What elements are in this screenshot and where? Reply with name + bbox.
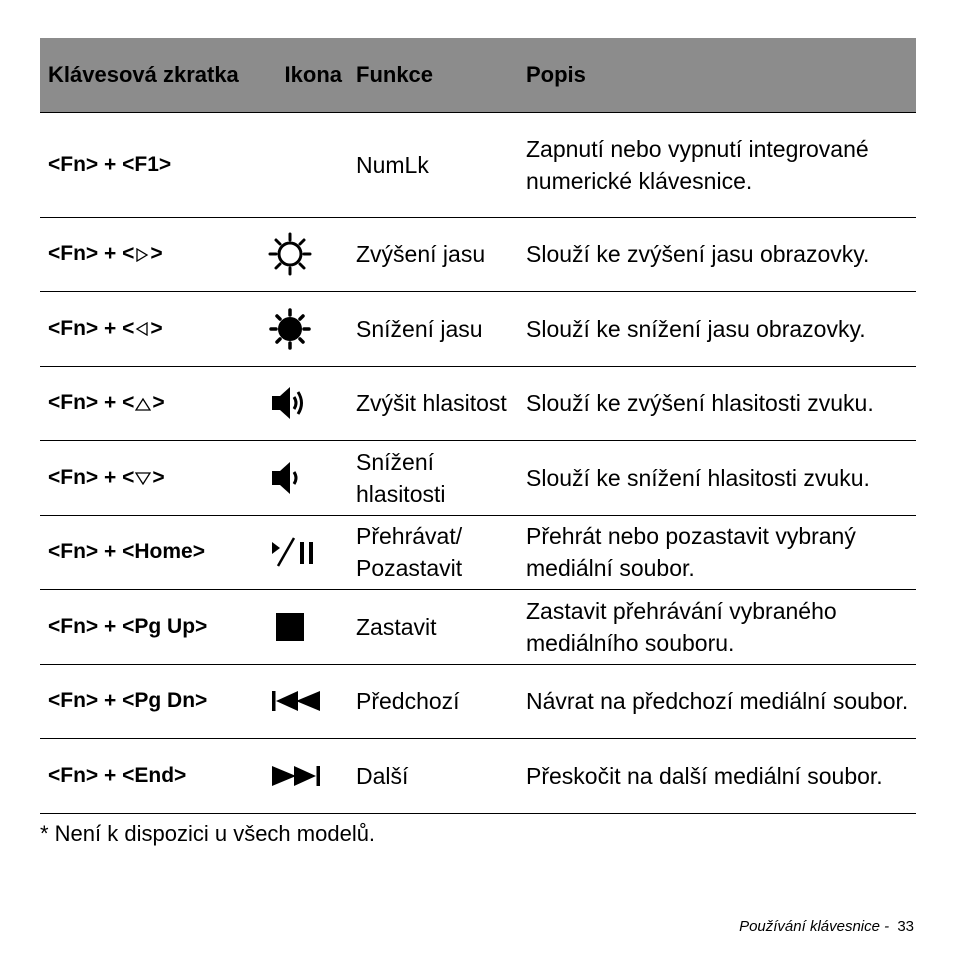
function-cell: Snížení jasu xyxy=(348,292,518,367)
brightness-up-icon xyxy=(268,232,312,276)
icon-cell xyxy=(256,590,348,665)
description-cell: Zapnutí nebo vypnutí integrované numerické klávesnice. xyxy=(518,112,916,217)
header-shortcut: Klávesová zkratka xyxy=(40,38,256,112)
description-cell: Přehrát nebo pozastavit vybraný mediální soubor. xyxy=(518,515,916,590)
shortcut-cell xyxy=(40,590,256,665)
shortcut-cell xyxy=(40,664,256,739)
table-row xyxy=(40,366,916,441)
down-triangle-icon xyxy=(135,471,151,485)
shortcut-text: <Fn> + < xyxy=(48,391,135,415)
page-number: 33 xyxy=(897,918,914,935)
description-cell: Slouží ke snížení jasu obrazovky. xyxy=(518,292,916,367)
shortcut-text: <Fn> + <Pg Dn> xyxy=(48,689,208,713)
icon-cell xyxy=(256,366,348,441)
next-track-icon xyxy=(268,762,324,790)
icon-cell xyxy=(256,292,348,367)
shortcut-cell xyxy=(40,441,256,516)
icon-cell xyxy=(256,112,348,217)
function-cell: Zvýšení jasu xyxy=(348,217,518,292)
brightness-down-icon xyxy=(268,307,312,351)
table-row xyxy=(40,739,916,814)
shortcut-cell xyxy=(40,292,256,367)
up-triangle-icon xyxy=(135,397,151,411)
left-triangle-icon xyxy=(135,322,149,336)
icon-cell xyxy=(256,515,348,590)
shortcut-table xyxy=(40,38,916,814)
header-icon: Ikona xyxy=(256,38,348,112)
table-row xyxy=(40,515,916,590)
shortcut-text: <Fn> + <Pg Up> xyxy=(48,614,208,638)
right-triangle-icon xyxy=(135,248,149,262)
shortcut-text-end: > xyxy=(152,465,165,489)
table-row xyxy=(40,590,916,665)
shortcut-cell xyxy=(40,515,256,590)
shortcut-text-end: > xyxy=(152,391,165,415)
description-cell: Zastavit přehrávání vybraného mediálního souboru. xyxy=(518,590,916,665)
shortcut-cell xyxy=(40,217,256,292)
description-cell: Návrat na předchozí mediální soubor. xyxy=(518,664,916,739)
shortcut-text-end: > xyxy=(150,316,163,340)
function-cell: Zvýšit hlasitost xyxy=(348,366,518,441)
description-cell: Slouží ke zvýšení jasu obrazovky. xyxy=(518,217,916,292)
play-pause-icon xyxy=(268,534,320,570)
table-row xyxy=(40,664,916,739)
table-row xyxy=(40,441,916,516)
shortcut-text: <Fn> + <End> xyxy=(48,763,187,787)
header-function: Funkce xyxy=(348,38,518,112)
description-cell: Slouží ke snížení hlasitosti zvuku. xyxy=(518,441,916,516)
icon-cell xyxy=(256,739,348,814)
function-cell: Zastavit xyxy=(348,590,518,665)
shortcut-cell xyxy=(40,366,256,441)
description-cell: Slouží ke zvýšení hlasitosti zvuku. xyxy=(518,366,916,441)
icon-cell xyxy=(256,441,348,516)
header-description: Popis xyxy=(518,38,916,112)
shortcut-text: <Fn> + < xyxy=(48,242,135,266)
page-footer xyxy=(739,918,914,935)
table-row xyxy=(40,292,916,367)
function-cell: Snížení hlasitosti xyxy=(348,441,518,516)
shortcut-cell xyxy=(40,739,256,814)
page-footer-section: Používání klávesnice - xyxy=(739,918,890,935)
stop-icon xyxy=(268,611,312,643)
previous-track-icon xyxy=(268,687,324,715)
function-cell: NumLk xyxy=(348,112,518,217)
table-row xyxy=(40,112,916,217)
function-cell: Přehrávat/ Pozastavit xyxy=(348,515,518,590)
function-cell: Předchozí xyxy=(348,664,518,739)
shortcut-text: <Fn> + <Home> xyxy=(48,540,205,564)
table-row xyxy=(40,217,916,292)
shortcut-cell xyxy=(40,112,256,217)
shortcut-text-end: > xyxy=(150,242,163,266)
shortcut-text: <Fn> + < xyxy=(48,465,135,489)
description-cell: Přeskočit na další mediální soubor. xyxy=(518,739,916,814)
icon-cell xyxy=(256,664,348,739)
footnote: * Není k dispozici u všech modelů. xyxy=(40,821,376,846)
volume-up-icon xyxy=(268,383,312,423)
icon-cell xyxy=(256,217,348,292)
table-header-row xyxy=(40,38,916,112)
volume-down-icon xyxy=(268,458,312,498)
shortcut-text: <Fn> + <F1> xyxy=(48,152,172,176)
shortcut-text: <Fn> + < xyxy=(48,316,135,340)
function-cell: Další xyxy=(348,739,518,814)
